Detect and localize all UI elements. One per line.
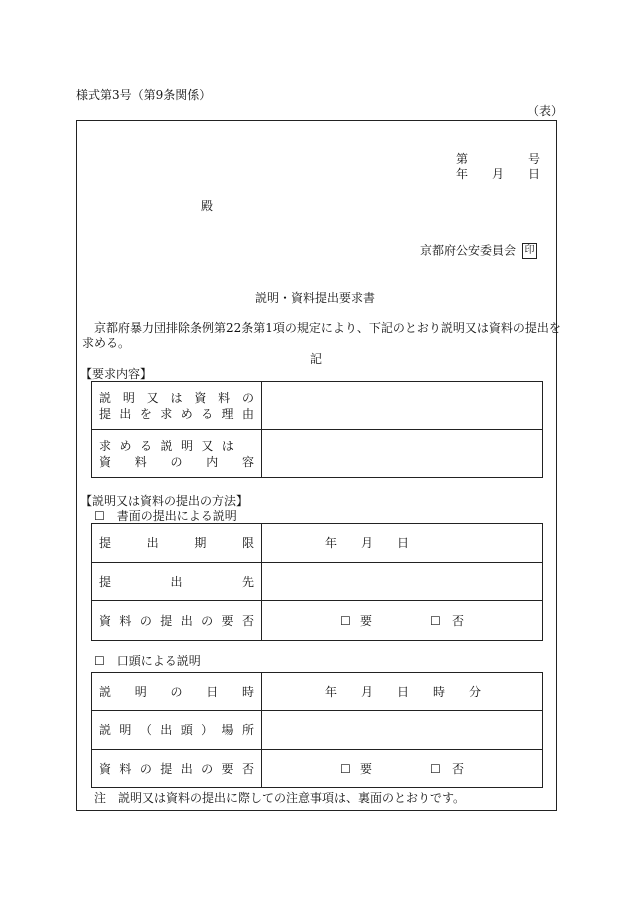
label-char: 説 [99, 390, 112, 405]
label-char: 出 [180, 761, 193, 776]
label-line [99, 390, 274, 406]
label-char: （ [139, 723, 152, 737]
label-char: ） [201, 723, 214, 737]
label-char: 所 [241, 723, 254, 737]
value-text: 年 [325, 536, 338, 550]
value-text: 日 [397, 684, 410, 699]
request-content-label [92, 430, 262, 478]
label-char: 求 [99, 438, 112, 453]
label-char: め [119, 438, 132, 453]
label-line [99, 438, 254, 454]
label-char: の [201, 613, 214, 628]
side-indicator: （表） [527, 104, 564, 118]
label-char: 料 [119, 613, 132, 628]
value-text: 日 [397, 536, 410, 550]
table-row [92, 563, 543, 601]
label-char: 料 [134, 454, 147, 469]
label-char: 要 [221, 761, 234, 776]
table-row [92, 430, 543, 478]
label-char: 料 [218, 390, 231, 405]
label-char: 理 [221, 406, 234, 421]
table-row [92, 711, 543, 750]
oral-option[interactable] [94, 654, 201, 668]
number-go: 号 [528, 152, 541, 166]
label-char: は [221, 438, 234, 453]
row-value[interactable] [262, 524, 543, 563]
label-char: 又 [201, 438, 214, 453]
label-char: を [139, 406, 152, 421]
date-day: 日 [528, 167, 541, 181]
label-char: 限 [241, 536, 254, 550]
body-line-1: 京都府暴力団排除条例第22条第1項の規定により、下記のとおり説明又は資料の提出を [94, 321, 561, 335]
label-char: る [201, 406, 214, 421]
value-text: 月 [361, 684, 374, 699]
label-line [99, 761, 254, 777]
label-char: 時 [241, 684, 254, 699]
oral-table [91, 672, 543, 788]
oral-checkbox[interactable]: ☐ [94, 654, 105, 668]
number-dai: 第 [456, 152, 469, 166]
label-char: 否 [241, 613, 254, 628]
label-char: 否 [241, 761, 254, 776]
row-label [92, 524, 262, 563]
written-checkbox[interactable]: ☐ [94, 509, 105, 523]
addressee-honorific: 殿 [201, 199, 214, 213]
label-char: 提 [99, 536, 112, 550]
row-value[interactable] [262, 750, 543, 788]
label-char: 出 [160, 723, 173, 737]
method-heading: 【説明又は資料の提出の方法】 [80, 494, 249, 508]
row-value[interactable] [262, 601, 543, 641]
request-table [91, 381, 543, 478]
label-char: 明 [122, 390, 135, 405]
written-label: 書面の提出による説明 [116, 509, 237, 523]
label-char: 資 [99, 613, 112, 628]
document-title: 説明・資料提出要求書 [255, 291, 376, 305]
request-reason-label [92, 382, 262, 430]
label-char: 出 [170, 574, 183, 589]
label-char: 由 [241, 406, 254, 421]
row-label [92, 563, 262, 601]
value-text: 否 [452, 761, 465, 776]
label-char: 提 [99, 406, 112, 421]
label-char: 求 [160, 406, 173, 421]
label-char: の [241, 390, 254, 405]
label-char: 提 [160, 761, 173, 776]
row-label [92, 601, 262, 641]
label-char: 又 [146, 390, 159, 405]
label-char: 内 [206, 454, 219, 469]
not-required-checkbox[interactable]: ☐ [430, 761, 441, 776]
row-value[interactable] [262, 563, 543, 601]
label-char: 明 [119, 723, 132, 737]
body-line-2: 求める。 [82, 336, 131, 350]
value-text: 年 [325, 684, 338, 699]
label-char: る [139, 438, 152, 453]
table-row [92, 750, 543, 788]
ki-marker: 記 [310, 352, 323, 366]
issuer-name: 京都府公安委員会 [420, 243, 517, 258]
row-label [92, 711, 262, 750]
label-char: 資 [99, 454, 112, 469]
table-row [92, 601, 543, 641]
label-char: 資 [99, 761, 112, 776]
label-char: 説 [160, 438, 173, 453]
form-number-label: 様式第3号（第9条関係） [76, 88, 212, 102]
label-char: 要 [221, 613, 234, 628]
request-content-value[interactable] [262, 430, 543, 478]
value-text: 分 [469, 684, 482, 699]
label-char: 出 [146, 536, 159, 550]
label-char: 場 [221, 723, 234, 737]
document-number [454, 152, 540, 166]
value-text: 要 [360, 761, 373, 776]
document-date [454, 167, 540, 181]
written-option[interactable] [94, 509, 237, 523]
label-char: 先 [241, 574, 254, 589]
label-char: は [170, 390, 183, 405]
row-label [92, 750, 262, 788]
seal-box: 印 [522, 243, 537, 259]
required-checkbox[interactable]: ☐ [340, 613, 351, 628]
label-char: 出 [180, 613, 193, 628]
label-char: の [170, 684, 183, 699]
label-char: 頭 [180, 723, 193, 737]
label-char: 期 [194, 536, 207, 550]
value-text: 月 [361, 536, 374, 550]
label-line [99, 406, 254, 422]
label-char: 出 [119, 406, 132, 421]
value-text: 時 [433, 684, 446, 699]
table-row [92, 673, 543, 711]
row-label [92, 673, 262, 711]
value-text: 否 [452, 613, 465, 628]
label-char: 日 [206, 684, 219, 699]
value-text: 要 [360, 613, 373, 628]
date-year: 年 [456, 167, 469, 181]
oral-label: 口頭による説明 [116, 654, 201, 668]
label-line [99, 574, 254, 590]
label-char: 提 [160, 613, 173, 628]
label-char: 資 [194, 390, 207, 405]
label-char: 料 [119, 761, 132, 776]
date-month: 月 [492, 167, 505, 181]
row-value[interactable] [262, 711, 543, 750]
required-checkbox[interactable]: ☐ [340, 761, 351, 776]
request-reason-value[interactable] [262, 382, 543, 430]
label-line [99, 535, 254, 551]
issuer [420, 243, 537, 259]
label-line [99, 613, 254, 629]
label-char: 説 [99, 684, 112, 699]
label-line [99, 454, 254, 470]
label-line [99, 722, 254, 738]
not-required-checkbox[interactable]: ☐ [430, 613, 441, 628]
label-char: の [139, 761, 152, 776]
label-char: 提 [99, 574, 112, 589]
request-heading: 【要求内容】 [80, 367, 153, 381]
label-char: の [201, 761, 214, 776]
label-char: 説 [99, 723, 112, 737]
label-char: 明 [134, 684, 147, 699]
written-table [91, 523, 543, 641]
label-char: め [180, 406, 193, 421]
table-row [92, 382, 543, 430]
label-char: の [139, 613, 152, 628]
table-row [92, 524, 543, 563]
label-char: の [170, 454, 183, 469]
footnote: 注 説明又は資料の提出に際しての注意事項は、裏面のとおりです。 [94, 791, 466, 805]
label-char: 明 [180, 438, 193, 453]
label-char: 容 [241, 454, 254, 469]
row-value[interactable] [262, 673, 543, 711]
label-line [99, 684, 254, 700]
